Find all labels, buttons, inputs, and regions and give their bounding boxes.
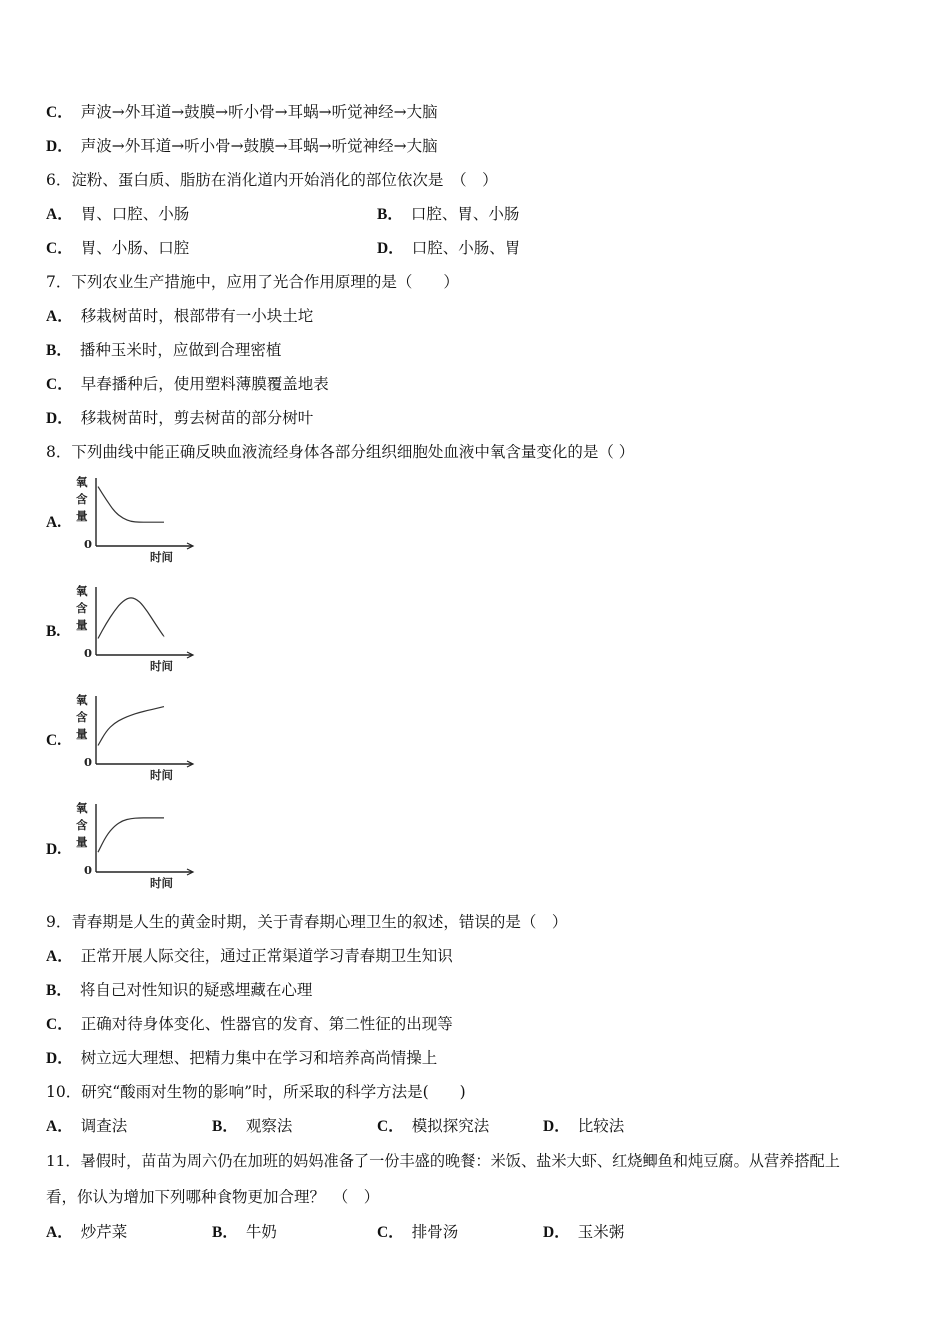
- q9-option-d: D． 树立远大理想、把精力集中在学习和培养高尚情操上: [46, 1049, 438, 1067]
- origin-label: 0: [84, 863, 93, 877]
- q11-stem-line1: 11．暑假时，苗苗为周六仍在加班的妈妈准备了一份丰盛的晚餐：米饭、盐米大虾、红烧鲫鱼和炖豆腐。从营养搭配上: [46, 1152, 840, 1170]
- q8-chart-b: [70, 583, 200, 673]
- q7-stem: 7．下列农业生产措施中，应用了光合作用原理的是（ ）: [46, 273, 459, 291]
- origin-label: 0: [84, 537, 93, 551]
- q8-chart-c: [70, 692, 200, 782]
- q6-options-row1: [46, 204, 906, 225]
- q8-option-d-label: D.: [46, 841, 62, 858]
- q6-option-d: D． 口腔、小肠、胃: [377, 239, 521, 257]
- q10-option-d: D． 比较法: [543, 1117, 625, 1135]
- q7-option-c: C． 早春播种后，使用塑料薄膜覆盖地表: [46, 375, 329, 393]
- curve-line: [98, 707, 164, 746]
- q10-stem: 10．研究“酸雨对生物的影响”时，所采取的科学方法是( ): [46, 1083, 466, 1101]
- q11-option-b: B． 牛奶: [212, 1223, 277, 1241]
- xlabel: 时间: [150, 876, 173, 890]
- q11-option-c: C． 排骨汤: [377, 1223, 459, 1241]
- ylabel-char: 含: [76, 710, 88, 724]
- q9-option-b: B． 将自己对性知识的疑惑埋藏在心理: [46, 981, 313, 999]
- q8-option-b-label: B.: [46, 623, 61, 640]
- ylabel-char: 氧: [76, 584, 88, 598]
- ylabel-char: 含: [76, 601, 88, 615]
- ylabel-char: 含: [76, 818, 88, 832]
- q7-option-d: D． 移栽树苗时，剪去树苗的部分树叶: [46, 409, 314, 427]
- q6-option-b: B． 口腔、胃、小肠: [377, 205, 520, 223]
- q9-option-a: A． 正常开展人际交往，通过正常渠道学习青春期卫生知识: [46, 947, 453, 965]
- q7-option-a: A． 移栽树苗时，根部带有一小块土坨: [46, 307, 314, 325]
- q8-option-c-label: C.: [46, 732, 62, 749]
- ylabel-char: 氧: [76, 693, 88, 707]
- ylabel-char: 量: [76, 618, 88, 632]
- ylabel-char: 氧: [76, 475, 88, 489]
- q6-options-row2: [46, 238, 906, 259]
- q5-option-d: D． 声波→外耳道→听小骨→鼓膜→耳蜗→听觉神经→大脑: [46, 137, 438, 155]
- ylabel-char: 量: [76, 835, 88, 849]
- q8-option-a-label: A.: [46, 514, 62, 531]
- ylabel-char: 含: [76, 492, 88, 506]
- q8-chart-a: [70, 474, 200, 564]
- q6-option-c: C． 胃、小肠、口腔: [46, 239, 190, 257]
- q6-option-a: A． 胃、口腔、小肠: [46, 205, 190, 223]
- ylabel-char: 氧: [76, 801, 88, 815]
- curve-line: [98, 598, 164, 639]
- q7-option-b: B． 播种玉米时，应做到合理密植: [46, 341, 282, 359]
- origin-label: 0: [84, 646, 93, 660]
- q9-stem: 9．青春期是人生的黄金时期，关于青春期心理卫生的叙述，错误的是（ ）: [46, 913, 568, 931]
- q6-stem: 6．淀粉、蛋白质、脂肪在消化道内开始消化的部位依次是 （ ）: [46, 171, 498, 189]
- ylabel-char: 量: [76, 509, 88, 523]
- origin-label: 0: [84, 755, 93, 769]
- q11-stem-line2: 看，你认为增加下列哪种食物更加合理？ （ ）: [46, 1188, 380, 1206]
- q9-option-c: C． 正确对待身体变化、性器官的发育、第二性征的出现等: [46, 1015, 453, 1033]
- q5-option-c: C． 声波→外耳道→鼓膜→听小骨→耳蜗→听觉神经→大脑: [46, 103, 438, 121]
- curve-line: [98, 487, 164, 523]
- ylabel-char: 量: [76, 727, 88, 741]
- curve-line: [98, 818, 164, 852]
- xlabel: 时间: [150, 550, 173, 564]
- q11-option-d: D． 玉米粥: [543, 1223, 625, 1241]
- xlabel: 时间: [150, 659, 173, 673]
- q10-option-a: A． 调查法: [46, 1117, 128, 1135]
- q11-option-a: A． 炒芹菜: [46, 1223, 128, 1241]
- q10-option-b: B． 观察法: [212, 1117, 293, 1135]
- xlabel: 时间: [150, 768, 173, 782]
- q10-option-c: C． 模拟探究法: [377, 1117, 490, 1135]
- q8-chart-d: [70, 800, 200, 890]
- q8-stem: 8．下列曲线中能正确反映血液流经身体各部分组织细胞处血液中氧含量变化的是（ ）: [46, 443, 635, 461]
